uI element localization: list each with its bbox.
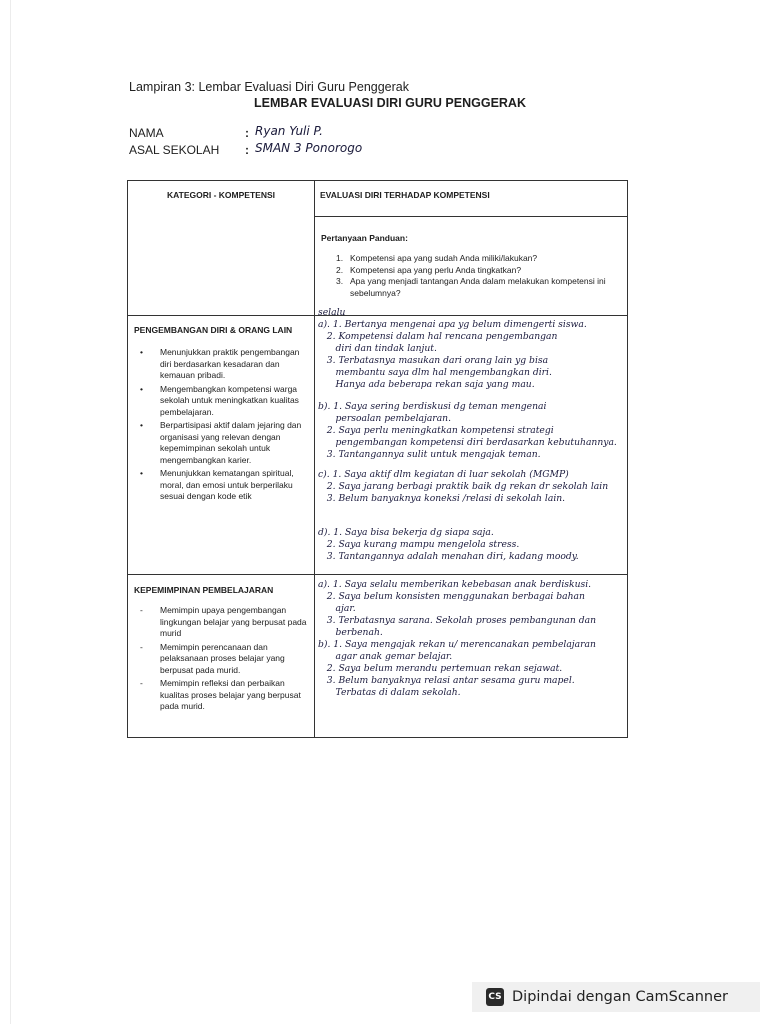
bullet-icon: - xyxy=(140,678,143,688)
competency-item xyxy=(140,678,310,713)
camscanner-watermark xyxy=(472,982,760,1012)
competency-text: Memimpin perencanaan dan pelaksanaan proses belajar yang berpusat pada murid. xyxy=(160,641,285,675)
school-label: ASAL SEKOLAH xyxy=(129,143,220,157)
category-title: PENGEMBANGAN DIRI & ORANG LAIN xyxy=(134,325,293,335)
handwritten-answer-b: b). 1. Saya sering berdiskusi dg teman mengenai persoalan pembelajaran. 2. Saya perlu meningkatkan kompetensi strategi pengembangan kompetensi diri berdasarkan kebutuhannya. 3. Tantangannya sulit untuk mengajak teman. xyxy=(318,401,617,460)
camscanner-label: Dipindai dengan CamScanner xyxy=(512,989,729,1005)
header-divider xyxy=(315,216,628,217)
competency-list xyxy=(140,347,310,505)
scan-page-edge xyxy=(10,0,11,1024)
name-label: NAMA xyxy=(129,126,164,140)
bullet-icon: • xyxy=(140,468,143,478)
handwritten-answer-leadership: a). 1. Saya selalu memberikan kebebasan anak berdiskusi. 2. Saya belum konsisten menggunakan berbagai bahan ajar. 3. Terbatasnya sarana. Sekolah proses pembangunan dan berbenah. b). 1. Saya mengajak rekan u/ merencanakan pembelajaran agar anak gemar belajar. 2. Saya belum merandu pertemuan rekan sejawat. 3. Belum banyaknya relasi antar sesama guru mapel. Terbatas di dalam sekolah. xyxy=(318,579,597,698)
guide-question-number: 2. xyxy=(336,264,344,275)
competency-text: Memimpin refleksi dan perbaikan kualitas proses belajar yang berpusat pada murid. xyxy=(160,678,301,711)
school-value: SMAN 3 Ponorogo xyxy=(255,141,363,155)
competency-item xyxy=(140,420,310,466)
category-title: KEPEMIMPINAN PEMBELAJARAN xyxy=(134,585,274,595)
bullet-icon: - xyxy=(140,641,143,652)
guide-question xyxy=(336,276,606,299)
competency-text: Berpartisipasi aktif dalam jejaring dan organisasi yang relevan dengan kepemimpinan sekolah untuk mengembangkan karier. xyxy=(160,420,302,465)
document-subtitle: Lampiran 3: Lembar Evaluasi Diri Guru Penggerak xyxy=(129,80,409,94)
school-colon: : xyxy=(245,143,249,157)
competency-item xyxy=(140,605,310,640)
competency-text: Menunjukkan praktik pengembangan diri berdasarkan kesadaran dan kemauan pribadi. xyxy=(160,347,300,380)
competency-text: Memimpin upaya pengembangan lingkungan belajar yang berpusat pada murid xyxy=(160,605,307,638)
evaluation-table xyxy=(127,180,628,738)
evaluation-column-header: EVALUASI DIRI TERHADAP KOMPETENSI xyxy=(320,190,490,200)
guide-question-list xyxy=(336,253,606,299)
competency-list xyxy=(140,605,310,715)
guide-title: Pertanyaan Panduan: xyxy=(321,233,408,243)
bullet-icon: • xyxy=(140,420,143,430)
name-value: Ryan Yuli P. xyxy=(255,124,323,138)
competency-item xyxy=(140,384,310,419)
competency-item xyxy=(140,347,310,382)
competency-text: Menunjukkan kematangan spiritual, moral, dan emosi untuk berperilaku sesuai dengan kode etik xyxy=(160,468,294,501)
camscanner-logo-icon: CS xyxy=(486,988,504,1006)
guide-question-number: 3. xyxy=(336,276,344,286)
competency-item xyxy=(140,642,310,677)
guide-question-text: Apa yang menjadi tantangan Anda dalam melakukan kompetensi ini sebelumnya? xyxy=(350,276,606,298)
bullet-icon: - xyxy=(140,605,143,615)
bullet-icon: • xyxy=(140,347,143,357)
column-divider xyxy=(314,181,315,737)
guide-question-text: Kompetensi apa yang sudah Anda miliki/lakukan? xyxy=(350,253,538,263)
section-divider-middle xyxy=(128,574,627,575)
bullet-icon: • xyxy=(140,383,143,394)
document-title: LEMBAR EVALUASI DIRI GURU PENGGERAK xyxy=(253,96,526,110)
name-colon: : xyxy=(245,126,249,140)
competency-item xyxy=(140,468,310,503)
guide-question-number: 1. xyxy=(336,253,344,263)
competency-text: Mengembangkan kompetensi warga sekolah untuk meningkatkan kualitas pembelajaran. xyxy=(160,383,299,417)
handwritten-answer-a: selalu a). 1. Bertanya mengenai apa yg belum dimengerti siswa. 2. Kompetensi dalam hal rencana pengembangan diri dan tindak lanjut. 3. Terbatasnya masukan dari orang lain yg bisa membantu saya dlm hal mengembangkan diri. Hanya ada beberapa rekan saja yang mau. xyxy=(318,307,587,390)
handwritten-answer-d: d). 1. Saya bisa bekerja dg siapa saja. 2. Saya kurang mampu mengelola stress. 3. Tantangannya adalah menahan diri, kadang moody. xyxy=(318,527,579,562)
guide-question xyxy=(336,253,606,265)
guide-question-text: Kompetensi apa yang perlu Anda tingkatkan? xyxy=(350,264,522,275)
handwritten-answer-c: c). 1. Saya aktif dlm kegiatan di luar sekolah (MGMP) 2. Saya jarang berbagi praktik baik dg rekan dr sekolah lain 3. Belum banyaknya koneksi /relasi di sekolah lain. xyxy=(318,469,609,504)
guide-question xyxy=(336,265,606,277)
category-column-header: KATEGORI - KOMPETENSI xyxy=(167,190,275,200)
